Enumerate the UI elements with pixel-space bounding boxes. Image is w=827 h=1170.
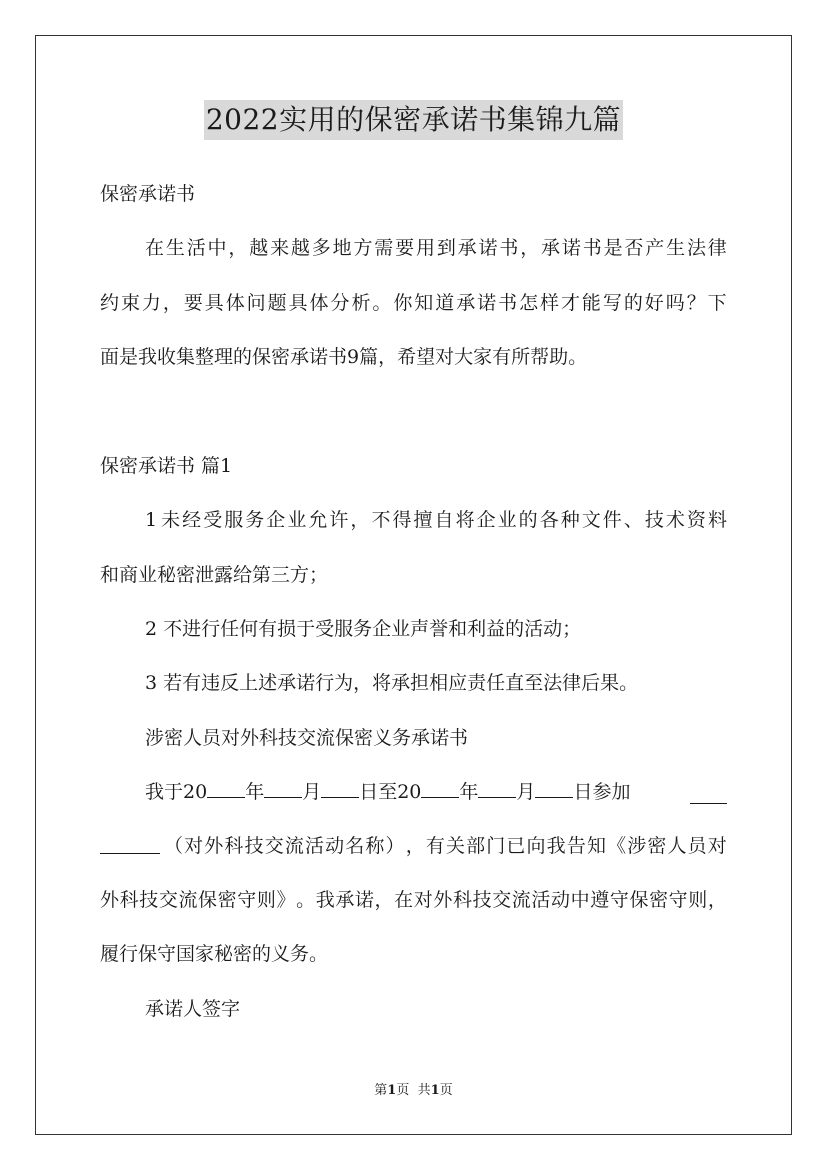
date-text: 年 <box>245 781 265 803</box>
body-line-3: 履行保守国家秘密的义务。 <box>100 943 329 965</box>
signature-label: 承诺人签字 <box>145 998 241 1020</box>
intro-line-3: 面是我收集整理的保密承诺书9篇，希望对大家有所帮助。 <box>100 346 588 368</box>
section-heading: 保密承诺书 <box>100 183 196 205</box>
date-text: 月 <box>516 781 536 803</box>
date-text: 日参加 <box>573 781 631 803</box>
item-3: 3 若有违反上述承诺行为，将承担相应责任直至法律后果。 <box>145 672 639 694</box>
document-title: 2022实用的保密承诺书集锦九篇 <box>204 100 623 140</box>
footer-text: 页 <box>439 1083 453 1098</box>
year-blank-1[interactable] <box>207 779 245 798</box>
month-blank-2[interactable] <box>478 779 516 798</box>
date-text: 年 <box>459 781 479 803</box>
activity-blank-2[interactable] <box>100 835 160 854</box>
day-blank-2[interactable] <box>535 779 573 798</box>
date-text: 我于20 <box>145 781 208 803</box>
body-line-2: 外 科 技 交 流 保 密 守 则 》 。 我 承 诺 ， 在 对 外 科 技 交 流 活 动 中 遵 守 保 密 守 则 ， <box>100 889 727 911</box>
footer-text: 页 <box>396 1083 410 1098</box>
item-1-line-1: 1 未 经 受 服 务 企 业 允 许 ， 不 得 擅 自 将 企 业 的 各 种 文 件 、 技 术 资 料 <box>145 509 727 531</box>
item-2: 2 不进行任何有损于受服务企业声誉和利益的活动； <box>145 618 582 640</box>
subheading: 涉密人员对外科技交流保密义务承诺书 <box>145 727 469 749</box>
month-blank-1[interactable] <box>264 779 302 798</box>
footer-total-pages: 1 <box>430 1083 440 1098</box>
footer-text: 第 <box>374 1083 388 1098</box>
body-line-1-row <box>100 833 727 859</box>
date-text: 月 <box>302 781 322 803</box>
article1-heading: 保密承诺书 篇1 <box>100 455 233 477</box>
footer-text: 共 <box>417 1083 431 1098</box>
date-line <box>145 779 630 805</box>
date-text: 日至20 <box>359 781 422 803</box>
footer-page-number: 1 <box>387 1083 397 1098</box>
activity-blank-1[interactable] <box>690 785 727 804</box>
day-blank-1[interactable] <box>321 779 359 798</box>
item-1-line-2: 和商业秘密泄露给第三方； <box>100 564 329 586</box>
title-container <box>0 100 827 140</box>
page-footer <box>0 1083 827 1099</box>
year-blank-2[interactable] <box>421 779 459 798</box>
body-line-1: （ 对 外 科 技 交 流 活 动 名 称 ） ， 有 关 部 门 已 向 我 告 知 《 涉 密 人 员 对 <box>164 835 727 857</box>
intro-line-2: 约 束 力 ， 要 具 体 问 题 具 体 分 析 。 你 知 道 承 诺 书 怎 样 才 能 写 的 好 吗 ？ 下 <box>100 292 727 314</box>
intro-line-1: 在 生 活 中 ， 越 来 越 多 地 方 需 要 用 到 承 诺 书 ， 承 诺 书 是 否 产 生 法 律 <box>145 237 727 259</box>
